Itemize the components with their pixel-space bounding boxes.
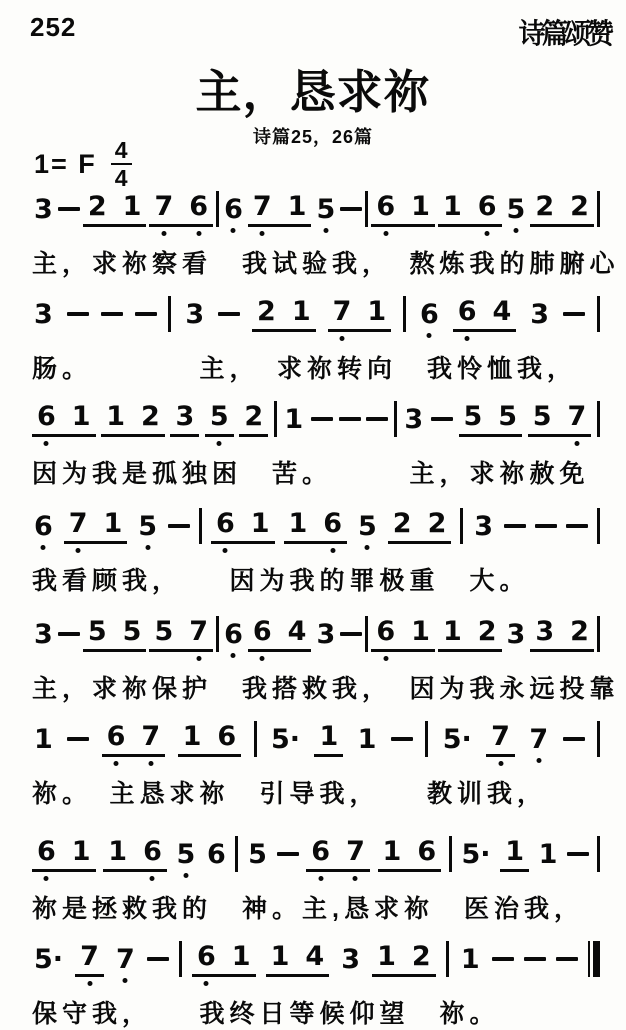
jianpu-note: 3: [34, 618, 53, 650]
jianpu-note: 6: [376, 616, 396, 647]
jianpu-note: 1: [288, 508, 308, 539]
rhythm-dash: [58, 207, 80, 211]
jianpu-note: 6: [376, 191, 396, 222]
rhythm-dash: [101, 312, 123, 316]
note-group: [530, 616, 594, 652]
note-group: [371, 191, 435, 227]
jianpu-note: 1: [71, 401, 91, 432]
jianpu-note: 5: [532, 401, 552, 432]
jianpu-note: 1: [182, 721, 202, 752]
jianpu-note: 1: [411, 616, 430, 647]
jianpu-note: 3: [185, 298, 205, 330]
jianpu-note: 3: [506, 618, 526, 650]
note-group: [211, 508, 275, 544]
barline: [365, 616, 368, 652]
jianpu-note: 6: [224, 193, 243, 225]
jianpu-note: 3: [404, 403, 424, 435]
jianpu-note: 2: [411, 941, 431, 972]
lyrics-line: 肠。 主， 求祢转向 我怜恤我，: [32, 355, 578, 383]
barline: [235, 836, 238, 872]
jianpu-note: 6: [217, 721, 237, 752]
rhythm-dash: [535, 524, 557, 528]
jianpu-note: 3: [34, 193, 53, 225]
jianpu-note: 1: [284, 403, 304, 435]
rhythm-dash: [277, 852, 299, 856]
jianpu-note: 3: [530, 298, 550, 330]
notation-line: [30, 936, 604, 982]
lyrics-line: 保守我， 我终日等候仰望 祢。: [32, 1000, 500, 1028]
jianpu-note: 7: [115, 943, 135, 975]
note-group: [372, 941, 436, 977]
lyrics-line: 祢。 主恳求祢 引导我， 教训我，: [32, 780, 548, 808]
barline: [274, 401, 277, 437]
rhythm-dash: [431, 417, 453, 421]
jianpu-note: 5: [358, 510, 377, 542]
note-group: [32, 401, 96, 437]
lyrics-line: 我看顾我， 因为我的罪极重 大。: [32, 567, 530, 595]
note-group: [371, 616, 435, 652]
key-signature: [34, 138, 132, 190]
page-number: 252: [30, 12, 77, 42]
notation-line: [30, 716, 604, 762]
jianpu-note: 6: [417, 836, 437, 867]
meter-top: 4: [111, 138, 132, 165]
jianpu-note: 7: [189, 616, 209, 647]
note-group: [438, 191, 502, 227]
jianpu-note: 5: [87, 616, 107, 647]
music-system: [30, 716, 604, 810]
rhythm-dash: [366, 417, 388, 421]
scripture-reference: 诗篇25，26篇: [252, 127, 374, 147]
note-group: [453, 296, 517, 332]
music-system: [30, 291, 604, 385]
note-group: [388, 508, 452, 544]
barline: [403, 296, 406, 332]
jianpu-note: 6: [34, 510, 53, 542]
rhythm-dash: [556, 957, 578, 961]
jianpu-note: 7: [346, 836, 365, 867]
meter-fraction: [111, 138, 132, 190]
rhythm-dash: [218, 312, 240, 316]
jianpu-note: 4: [287, 616, 307, 647]
jianpu-note: 7: [141, 721, 161, 752]
jianpu-note: 1: [108, 836, 128, 867]
note-group: [266, 941, 330, 977]
jianpu-note: 1: [103, 508, 123, 539]
jianpu-note: 6: [37, 401, 56, 432]
note-group: [530, 191, 594, 227]
jianpu-note: 7: [68, 508, 88, 539]
jianpu-note: 5: [209, 401, 229, 432]
music-system: [30, 611, 620, 705]
jianpu-note: 5: [154, 616, 174, 647]
rhythm-dash: [67, 737, 89, 741]
jianpu-note: 6: [106, 721, 126, 752]
jianpu-note: 3: [341, 943, 361, 975]
jianpu-note: 2: [392, 508, 412, 539]
barline: [199, 508, 202, 544]
jianpu-note: 2: [257, 296, 276, 327]
note-group: [101, 401, 165, 437]
jianpu-note: 2: [427, 508, 447, 539]
notation-line: [30, 186, 604, 232]
note-group: [83, 616, 147, 652]
note-group: [32, 836, 96, 872]
jianpu-note: 1: [106, 401, 126, 432]
rhythm-dash: [340, 632, 362, 636]
jianpu-note: 5: [138, 510, 158, 542]
note-group: [178, 721, 242, 757]
jianpu-note: 6: [420, 298, 439, 330]
jianpu-note: 1: [71, 836, 91, 867]
jianpu-note: 1: [319, 721, 339, 752]
note-group: [500, 836, 529, 872]
jianpu-note: 6: [224, 618, 243, 650]
jianpu-note: 1: [250, 508, 270, 539]
note-group: [205, 401, 234, 437]
jianpu-note: 1: [442, 191, 462, 222]
jianpu-note: 5·: [271, 723, 301, 755]
barline: [425, 721, 428, 757]
jianpu-note: 7: [567, 401, 587, 432]
jianpu-note: 6: [189, 191, 209, 222]
jianpu-note: 1: [291, 296, 311, 327]
jianpu-note: 1: [367, 296, 387, 327]
note-group: [64, 508, 128, 544]
notation-line: [30, 831, 604, 877]
jianpu-note: 6: [311, 836, 331, 867]
lyrics-line: 祢是拯救我的 神。主,恳求祢 医治我，: [32, 895, 584, 923]
note-group: [306, 836, 370, 872]
note-group: [528, 401, 592, 437]
barline: [394, 401, 397, 437]
note-group: [438, 616, 502, 652]
jianpu-note: 7: [80, 941, 99, 972]
jianpu-note: 5: [176, 838, 196, 870]
music-system: [30, 831, 604, 925]
music-system: [30, 503, 604, 597]
barline: [597, 296, 600, 332]
music-system: [30, 186, 620, 280]
barline: [179, 941, 182, 977]
barline: [460, 508, 463, 544]
note-group: [378, 836, 442, 872]
barline: [254, 721, 257, 757]
jianpu-note: 2: [87, 191, 107, 222]
collection-title: 诗篇颂赞: [518, 18, 610, 49]
jianpu-note: 5·: [461, 838, 491, 870]
notation-line: [30, 396, 604, 442]
jianpu-note: 2: [535, 191, 555, 222]
jianpu-note: 1: [538, 838, 558, 870]
notation-line: [30, 291, 604, 337]
jianpu-note: 1: [34, 723, 53, 755]
jianpu-note: 4: [492, 296, 512, 327]
note-group: [102, 721, 166, 757]
lyrics-line: 主，求祢保护 我搭救我， 因为我永远投靠: [32, 675, 620, 703]
jianpu-note: 7: [154, 191, 174, 222]
barline: [597, 401, 600, 437]
note-group: [248, 616, 312, 652]
jianpu-note: 6: [215, 508, 235, 539]
jianpu-note: 3: [474, 510, 494, 542]
jianpu-note: 1: [287, 191, 307, 222]
rhythm-dash: [504, 524, 526, 528]
song-title: 主，恳求祢: [195, 66, 431, 118]
rhythm-dash: [147, 957, 169, 961]
jianpu-note: 3: [34, 298, 53, 330]
note-group: [149, 191, 213, 227]
barline: [216, 616, 219, 652]
jianpu-note: 5: [248, 838, 267, 870]
jianpu-note: 5: [316, 193, 336, 225]
rhythm-dash: [58, 632, 80, 636]
jianpu-note: 1: [382, 836, 402, 867]
barline: [597, 721, 600, 757]
note-group: [103, 836, 167, 872]
jianpu-note: 5·: [34, 943, 64, 975]
jianpu-note: 1: [411, 191, 430, 222]
jianpu-note: 4: [305, 941, 325, 972]
jianpu-note: 3: [535, 616, 555, 647]
final-barline: [588, 941, 600, 977]
meter-bottom: 4: [114, 165, 128, 192]
rhythm-dash: [135, 312, 157, 316]
music-system: [30, 396, 604, 490]
rhythm-dash: [567, 852, 589, 856]
jianpu-note: 7: [252, 191, 272, 222]
jianpu-note: 1: [460, 943, 480, 975]
barline: [449, 836, 452, 872]
jianpu-note: 1: [357, 723, 377, 755]
jianpu-note: 6: [323, 508, 343, 539]
jianpu-note: 6: [252, 616, 272, 647]
rhythm-dash: [563, 737, 585, 741]
lyrics-line: 主，求祢察看 我试验我， 熬炼我的肺腑心: [32, 250, 620, 278]
tonic-label: 1= F: [34, 148, 97, 179]
note-group: [192, 941, 256, 977]
note-group: [328, 296, 392, 332]
jianpu-note: 7: [491, 721, 510, 752]
jianpu-note: 1: [231, 941, 251, 972]
notation-line: [30, 503, 604, 549]
note-group: [239, 401, 268, 437]
jianpu-note: 3: [316, 618, 336, 650]
jianpu-note: 2: [141, 401, 160, 432]
jianpu-note: 2: [570, 191, 589, 222]
jianpu-note: 1: [377, 941, 396, 972]
rhythm-dash: [311, 417, 333, 421]
jianpu-note: 6: [457, 296, 477, 327]
jianpu-note: 5: [506, 193, 526, 225]
jianpu-note: 1: [505, 836, 524, 867]
jianpu-note: 5: [122, 616, 142, 647]
rhythm-dash: [67, 312, 89, 316]
rhythm-dash: [566, 524, 588, 528]
jianpu-note: 2: [570, 616, 589, 647]
note-group: [75, 941, 104, 977]
jianpu-note: 6: [143, 836, 162, 867]
jianpu-note: 1: [122, 191, 142, 222]
lyrics-line: 因为我是孤独困 苦。 主，求祢赦免: [32, 460, 590, 488]
note-group: [149, 616, 213, 652]
music-system: [30, 936, 604, 1030]
jianpu-note: 5·: [442, 723, 472, 755]
jianpu-note: 3: [175, 401, 195, 432]
note-group: [83, 191, 147, 227]
jianpu-note: 5: [463, 401, 483, 432]
note-group: [170, 401, 199, 437]
jianpu-note: 6: [477, 191, 497, 222]
jianpu-note: 2: [244, 401, 264, 432]
rhythm-dash: [563, 312, 585, 316]
barline: [365, 191, 368, 227]
jianpu-note: 6: [37, 836, 56, 867]
jianpu-note: 7: [332, 296, 352, 327]
rhythm-dash: [340, 207, 362, 211]
jianpu-note: 7: [529, 723, 549, 755]
rhythm-dash: [168, 524, 190, 528]
jianpu-note: 6: [207, 838, 226, 870]
barline: [597, 836, 600, 872]
rhythm-dash: [492, 957, 514, 961]
note-group: [459, 401, 523, 437]
jianpu-note: 1: [442, 616, 462, 647]
jianpu-note: 2: [477, 616, 497, 647]
jianpu-note: 6: [196, 941, 216, 972]
rhythm-dash: [524, 957, 546, 961]
notation-line: [30, 611, 604, 657]
note-group: [248, 191, 312, 227]
barline: [597, 508, 600, 544]
barline: [216, 191, 219, 227]
barline: [446, 941, 449, 977]
barline: [168, 296, 171, 332]
note-group: [486, 721, 515, 757]
jianpu-note: 1: [270, 941, 290, 972]
note-group: [284, 508, 348, 544]
jianpu-note: 5: [498, 401, 518, 432]
barline: [597, 191, 600, 227]
note-group: [314, 721, 343, 757]
rhythm-dash: [339, 417, 361, 421]
barline: [597, 616, 600, 652]
rhythm-dash: [391, 737, 413, 741]
note-group: [252, 296, 316, 332]
